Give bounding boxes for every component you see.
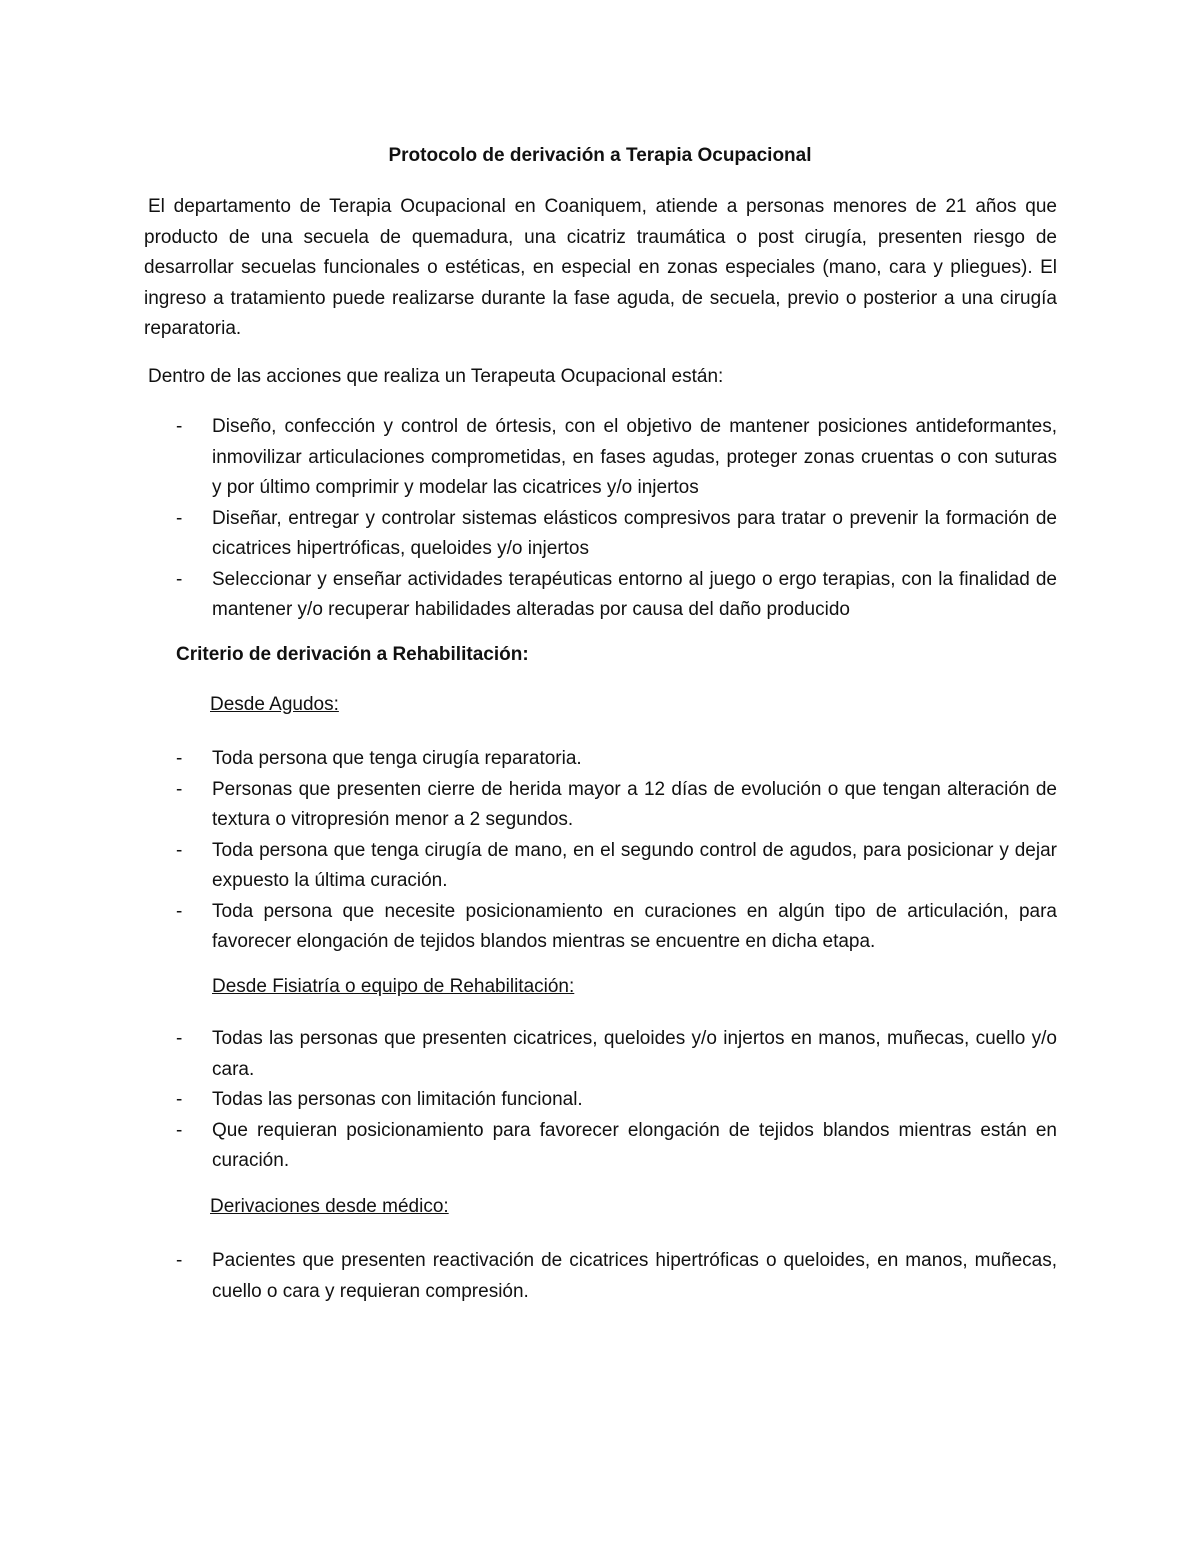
list-item	[144, 412, 1057, 504]
list-item	[144, 1116, 1057, 1177]
intro-paragraph: El departamento de Terapia Ocupacional en Coaniquem, atiende a personas menores de 21 años que producto de una secuela de quemadura, una cicatriz traumática o post cirugía, presenten riesgo de desarrollar secuelas funcionales o estéticas, en especial en zonas especiales (mano, cara y pliegues). El ingreso a tratamiento puede realizarse durante la fase aguda, de secuela, previo o posterior a una cirugía reparatoria.	[144, 196, 1057, 339]
bullet-dash: -	[176, 568, 183, 590]
criterio-heading: Criterio de derivación a Rehabilitación:	[176, 644, 529, 665]
agudos-heading: Desde Agudos:	[210, 694, 339, 715]
list-item	[144, 1085, 1057, 1116]
list-item-text: Toda persona que tenga cirugía de mano, en el segundo control de agudos, para posicionar y dejar expuesto la última curación.	[212, 839, 1057, 891]
list-item-text: Todas las personas con limitación funcional.	[212, 1089, 583, 1110]
list-item-text: Toda persona que necesite posicionamiento en curaciones en algún tipo de articulación, para favorecer elongación de tejidos blandos mientras se encuentre en dicha etapa.	[212, 900, 1057, 952]
list-item	[144, 504, 1057, 565]
medico-list	[144, 1246, 1057, 1307]
list-item-text: Diseñar, entregar y controlar sistemas elásticos compresivos para tratar o prevenir la formación de cicatrices hipertróficas, queloides y/o injertos	[212, 507, 1057, 559]
bullet-dash: -	[176, 778, 183, 800]
list-item	[144, 565, 1057, 626]
list-item-text: Personas que presenten cierre de herida mayor a 12 días de evolución o que tengan alteración de textura o vitropresión menor a 2 segundos.	[212, 778, 1057, 830]
fisiatria-list	[144, 1024, 1057, 1177]
bullet-dash: -	[176, 748, 183, 769]
list-item	[144, 1024, 1057, 1085]
fisiatria-heading: Desde Fisiatría o equipo de Rehabilitación:	[212, 976, 575, 997]
document-title: Protocolo de derivación a Terapia Ocupacional	[388, 145, 812, 166]
bullet-dash: -	[176, 1089, 183, 1110]
list-item	[144, 836, 1057, 897]
bullet-dash: -	[176, 900, 183, 922]
bullet-dash: -	[176, 507, 183, 529]
list-item	[144, 897, 1057, 958]
list-item-text: Diseño, confección y control de órtesis, con el objetivo de mantener posiciones antideformantes, inmovilizar articulaciones comprometidas, en fases agudas, proteger zonas cruentas o con suturas y por último comprimir y modelar las cicatrices y/o injertos	[212, 416, 1057, 498]
bullet-dash: -	[176, 1250, 183, 1271]
acciones-list	[144, 412, 1057, 626]
medico-heading: Derivaciones desde médico:	[210, 1196, 449, 1217]
list-item-text: Toda persona que tenga cirugía reparatoria.	[212, 748, 582, 769]
acciones-intro-paragraph: Dentro de las acciones que realiza un Terapeuta Ocupacional están:	[148, 366, 724, 387]
list-item-text: Todas las personas que presenten cicatrices, queloides y/o injertos en manos, muñecas, cuello y/o cara.	[212, 1028, 1057, 1080]
bullet-dash: -	[176, 416, 183, 437]
list-item-text: Pacientes que presenten reactivación de cicatrices hipertróficas o queloides, en manos, muñecas, cuello o cara y requieran compresión.	[212, 1250, 1057, 1302]
list-item	[144, 1246, 1057, 1307]
list-item	[144, 775, 1057, 836]
bullet-dash: -	[176, 1028, 183, 1049]
list-item-text: Seleccionar y enseñar actividades terapéuticas entorno al juego o ergo terapias, con la finalidad de mantener y/o recuperar habilidades alteradas por causa del daño producido	[212, 568, 1057, 620]
bullet-dash: -	[176, 839, 183, 861]
list-item-text: Que requieran posicionamiento para favorecer elongación de tejidos blandos mientras están en curación.	[212, 1119, 1057, 1171]
bullet-dash: -	[176, 1119, 183, 1141]
agudos-list	[144, 744, 1057, 958]
list-item	[144, 744, 1057, 775]
